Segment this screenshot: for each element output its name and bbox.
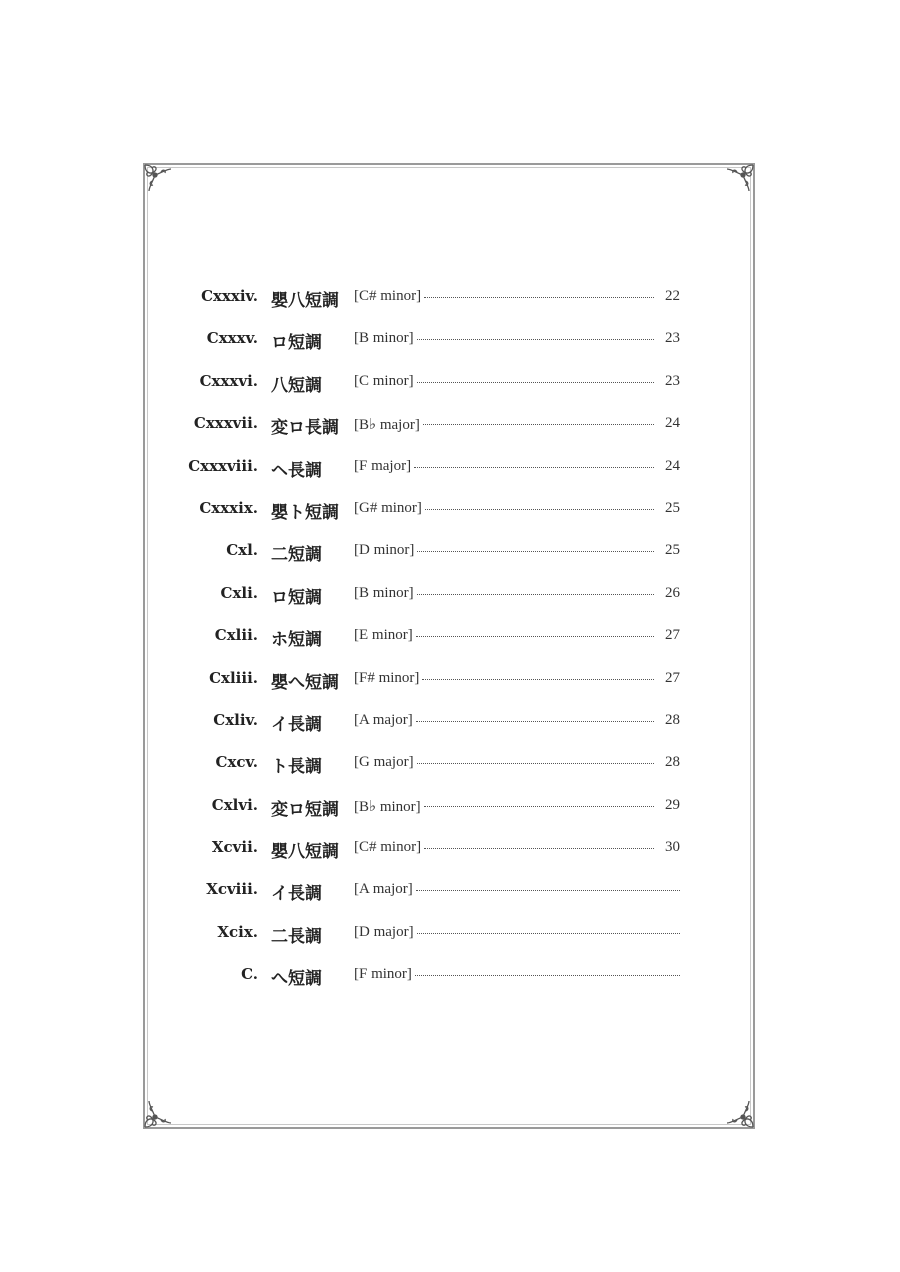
entry-page-number: 28 bbox=[665, 711, 680, 728]
entry-number: Cxxxix. bbox=[199, 498, 258, 517]
entry-key-name: [B minor] bbox=[354, 330, 414, 347]
toc-row bbox=[0, 533, 900, 575]
entry-number: Cxxxvii. bbox=[193, 414, 258, 433]
entry-key-name: [A major] bbox=[354, 711, 413, 728]
toc-row bbox=[0, 788, 900, 830]
toc-row bbox=[0, 491, 900, 533]
entry-key-name: [B minor] bbox=[354, 584, 414, 601]
toc-row bbox=[0, 872, 900, 914]
entry-key-name: [G major] bbox=[354, 754, 414, 771]
entry-key-name: [D minor] bbox=[354, 542, 415, 559]
entry-japanese-key: ロ短調 bbox=[271, 333, 322, 354]
table-of-contents bbox=[0, 279, 900, 1000]
entry-number: Xcvii. bbox=[211, 838, 258, 857]
toc-row bbox=[0, 957, 900, 999]
ornament-corner-top-right-icon bbox=[723, 161, 757, 195]
dot-leader bbox=[417, 763, 654, 764]
entry-key-name: [B♭ major] bbox=[354, 417, 420, 434]
entry-page-number: 22 bbox=[665, 288, 680, 304]
entry-number: Cxli. bbox=[220, 583, 258, 602]
toc-row bbox=[0, 703, 900, 745]
entry-number: Cxxxviii. bbox=[188, 456, 258, 475]
ornament-corner-bottom-right-icon bbox=[723, 1097, 757, 1131]
toc-row bbox=[0, 576, 900, 618]
entry-page-number: 29 bbox=[665, 796, 680, 813]
entry-japanese-key: 嬰へ短調 bbox=[271, 672, 339, 693]
dot-leader bbox=[425, 509, 654, 510]
entry-japanese-key: 嬰八短調 bbox=[271, 291, 339, 311]
toc-row bbox=[0, 279, 900, 321]
entry-number: Cxxxvi. bbox=[199, 371, 258, 390]
entry-japanese-key: 二長調 bbox=[271, 926, 322, 947]
dot-leader bbox=[417, 933, 680, 934]
entry-key-name: [E minor] bbox=[354, 627, 413, 644]
dot-leader bbox=[424, 297, 654, 298]
entry-number: C. bbox=[241, 965, 258, 984]
entry-number: Cxxxv. bbox=[206, 329, 258, 348]
entry-japanese-key: 嬰八短調 bbox=[271, 842, 339, 863]
entry-page-number: 23 bbox=[665, 330, 680, 347]
entry-key-name: [G# minor] bbox=[354, 499, 422, 516]
dot-leader bbox=[422, 679, 654, 680]
toc-row bbox=[0, 618, 900, 660]
ornament-corner-top-left-icon bbox=[141, 161, 175, 195]
dot-leader bbox=[424, 806, 654, 807]
entry-key-name: [C# minor] bbox=[354, 839, 422, 856]
dot-leader bbox=[417, 382, 654, 383]
entry-number: Cxliii. bbox=[209, 668, 258, 687]
dot-leader bbox=[417, 551, 654, 552]
toc-row bbox=[0, 830, 900, 872]
entry-page-number: 26 bbox=[665, 584, 680, 601]
entry-page-number: 24 bbox=[665, 457, 680, 474]
dot-leader bbox=[424, 848, 654, 849]
entry-japanese-key: ト長調 bbox=[271, 757, 322, 778]
dot-leader bbox=[416, 636, 654, 637]
dot-leader bbox=[417, 339, 654, 340]
entry-page-number: 27 bbox=[665, 669, 680, 686]
entry-japanese-key: へ短調 bbox=[271, 969, 322, 990]
entry-page-number: 27 bbox=[665, 627, 680, 644]
entry-japanese-key: 変ロ短調 bbox=[271, 799, 339, 820]
entry-page-number: 25 bbox=[665, 542, 680, 559]
entry-page-number: 30 bbox=[665, 839, 680, 856]
dot-leader bbox=[417, 594, 654, 595]
dot-leader bbox=[415, 975, 680, 976]
entry-number: Cxlii. bbox=[214, 626, 258, 645]
entry-page-number: 28 bbox=[665, 754, 680, 771]
dot-leader bbox=[416, 890, 680, 891]
toc-row bbox=[0, 915, 900, 957]
entry-key-name: [F# minor] bbox=[354, 669, 420, 686]
toc-row bbox=[0, 406, 900, 448]
entry-number: Cxcv. bbox=[215, 753, 258, 772]
entry-japanese-key: ホ短調 bbox=[271, 630, 322, 651]
toc-row bbox=[0, 364, 900, 406]
entry-number: Xcviii. bbox=[206, 880, 258, 899]
entry-key-name: [F major] bbox=[354, 457, 412, 474]
entry-japanese-key: ヘ長調 bbox=[271, 460, 322, 481]
entry-japanese-key: ロ短調 bbox=[271, 587, 322, 608]
entry-page-number: 24 bbox=[665, 415, 680, 432]
entry-japanese-key: 八短調 bbox=[271, 375, 322, 396]
entry-number: Cxlvi. bbox=[211, 795, 258, 814]
entry-key-name: [A major] bbox=[354, 881, 413, 898]
toc-row bbox=[0, 661, 900, 703]
entry-key-name: [B♭ minor] bbox=[354, 798, 421, 815]
entry-number: Cxxxiv. bbox=[201, 287, 258, 305]
toc-row bbox=[0, 745, 900, 787]
dot-leader bbox=[414, 467, 654, 468]
entry-key-name: [C minor] bbox=[354, 372, 414, 389]
dot-leader bbox=[416, 721, 654, 722]
entry-number: Cxl. bbox=[226, 541, 258, 560]
entry-number: Xcix. bbox=[217, 922, 258, 941]
toc-row bbox=[0, 321, 900, 363]
entry-japanese-key: 二短調 bbox=[271, 545, 322, 566]
entry-japanese-key: 嬰ト短調 bbox=[271, 502, 339, 523]
entry-page-number: 23 bbox=[665, 372, 680, 389]
dot-leader bbox=[423, 424, 654, 425]
toc-row bbox=[0, 449, 900, 491]
entry-japanese-key: 変ロ長調 bbox=[271, 418, 339, 439]
ornament-corner-bottom-left-icon bbox=[141, 1097, 175, 1131]
entry-key-name: [D major] bbox=[354, 923, 414, 940]
entry-number: Cxliv. bbox=[213, 710, 258, 729]
entry-page-number: 25 bbox=[665, 499, 680, 516]
entry-key-name: [F minor] bbox=[354, 966, 412, 983]
entry-japanese-key: イ長調 bbox=[271, 714, 322, 735]
entry-key-name: [C# minor] bbox=[354, 288, 422, 304]
entry-japanese-key: イ長調 bbox=[271, 884, 322, 905]
